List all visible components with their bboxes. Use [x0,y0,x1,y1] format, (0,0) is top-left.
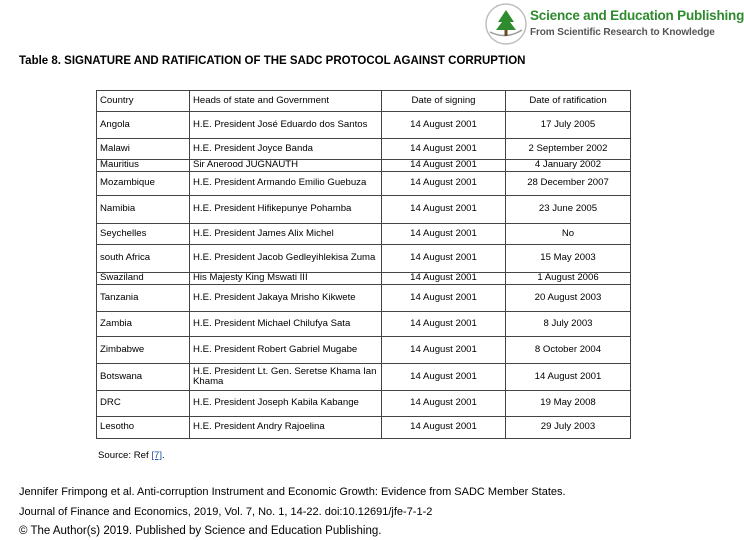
country-cell: DRC [97,391,190,417]
country-cell: Tanzania [97,285,190,312]
table-row [97,273,631,285]
signing-date-cell: 14 August 2001 [382,112,506,139]
citation-journal: Journal of Finance and Economics, 2019, Vol. 7, No. 1, 14-22. doi:10.12691/jfe-7-1-2 [19,506,433,518]
signing-date-cell: 14 August 2001 [382,391,506,417]
table-row [97,160,631,172]
head-of-state-cell: H.E. President Jacob Gedleyihlekisa Zuma [190,245,382,273]
copyright-notice: © The Author(s) 2019. Published by Science and Education Publishing. [19,525,382,537]
signing-date-cell: 14 August 2001 [382,337,506,364]
header-heads-of-state: Heads of state and Government [190,91,382,112]
ratification-date-cell: 23 June 2005 [506,196,631,224]
head-of-state-cell: H.E. President Joyce Banda [190,139,382,160]
country-cell: Zimbabwe [97,337,190,364]
signing-date-cell: 14 August 2001 [382,224,506,245]
signing-date-cell: 14 August 2001 [382,417,506,439]
ratification-date-cell: 1 August 2006 [506,273,631,285]
head-of-state-cell: H.E. President Andry Rajoelina [190,417,382,439]
ratification-date-cell: 29 July 2003 [506,417,631,439]
head-of-state-cell: H.E. President Michael Chilufya Sata [190,312,382,337]
ratification-date-cell: 28 December 2007 [506,172,631,196]
ratification-date-cell: 15 May 2003 [506,245,631,273]
reference-link[interactable]: [7] [151,450,162,461]
head-of-state-cell: H.E. President Hifikepunye Pohamba [190,196,382,224]
signing-date-cell: 14 August 2001 [382,196,506,224]
country-cell: Seychelles [97,224,190,245]
head-of-state-cell: H.E. President Lt. Gen. Seretse Khama Ian Khama [190,364,382,391]
ratification-date-cell: 8 October 2004 [506,337,631,364]
table-header-row [97,91,631,112]
country-cell: Malawi [97,139,190,160]
country-cell: Zambia [97,312,190,337]
citation-authors: Jennifer Frimpong et al. Anti-corruption Instrument and Economic Growth: Evidence from SADC Member States. [19,486,566,498]
table-row [97,172,631,196]
ratification-date-cell: 4 January 2002 [506,160,631,172]
table-row [97,391,631,417]
country-cell: Swaziland [97,273,190,285]
country-cell: Botswana [97,364,190,391]
publisher-name: Science and Education Publishing [530,8,744,23]
signing-date-cell: 14 August 2001 [382,139,506,160]
signing-date-cell: 14 August 2001 [382,160,506,172]
source-suffix: . [162,450,165,461]
head-of-state-cell: H.E. President Robert Gabriel Mugabe [190,337,382,364]
table-title: Table 8. SIGNATURE AND RATIFICATION OF THE SADC PROTOCOL AGAINST CORRUPTION [19,55,526,67]
publisher-logo [484,2,744,46]
signing-date-cell: 14 August 2001 [382,245,506,273]
header-date-ratification: Date of ratification [506,91,631,112]
table-row [97,417,631,439]
country-cell: Mozambique [97,172,190,196]
signing-date-cell: 14 August 2001 [382,273,506,285]
ratification-date-cell: 20 August 2003 [506,285,631,312]
country-cell: south Africa [97,245,190,273]
header-date-signing: Date of signing [382,91,506,112]
head-of-state-cell: Sir Anerood JUGNAUTH [190,160,382,172]
head-of-state-cell: H.E. President Armando Emilio Guebuza [190,172,382,196]
ratification-table [96,90,631,439]
table-row [97,337,631,364]
table-row [97,364,631,391]
head-of-state-cell: H.E. President Joseph Kabila Kabange [190,391,382,417]
country-cell: Angola [97,112,190,139]
signing-date-cell: 14 August 2001 [382,285,506,312]
table-row [97,312,631,337]
head-of-state-cell: H.E. President José Eduardo dos Santos [190,112,382,139]
ratification-date-cell: No [506,224,631,245]
country-cell: Lesotho [97,417,190,439]
country-cell: Mauritius [97,160,190,172]
ratification-date-cell: 2 September 2002 [506,139,631,160]
table-row [97,285,631,312]
table-row [97,224,631,245]
head-of-state-cell: His Majesty King Mswati III [190,273,382,285]
source-prefix: Source: Ref [98,450,152,461]
table-row [97,112,631,139]
ratification-date-cell: 8 July 2003 [506,312,631,337]
signing-date-cell: 14 August 2001 [382,312,506,337]
ratification-date-cell: 17 July 2005 [506,112,631,139]
publisher-tagline: From Scientific Research to Knowledge [530,27,715,38]
table-source [98,450,165,461]
signing-date-cell: 14 August 2001 [382,364,506,391]
header-country: Country [97,91,190,112]
table-row [97,245,631,273]
table-row [97,196,631,224]
table-row [97,139,631,160]
ratification-date-cell: 19 May 2008 [506,391,631,417]
country-cell: Namibia [97,196,190,224]
head-of-state-cell: H.E. President James Alix Michel [190,224,382,245]
ratification-date-cell: 14 August 2001 [506,364,631,391]
tree-globe-icon [484,2,528,46]
head-of-state-cell: H.E. President Jakaya Mrisho Kikwete [190,285,382,312]
signing-date-cell: 14 August 2001 [382,172,506,196]
